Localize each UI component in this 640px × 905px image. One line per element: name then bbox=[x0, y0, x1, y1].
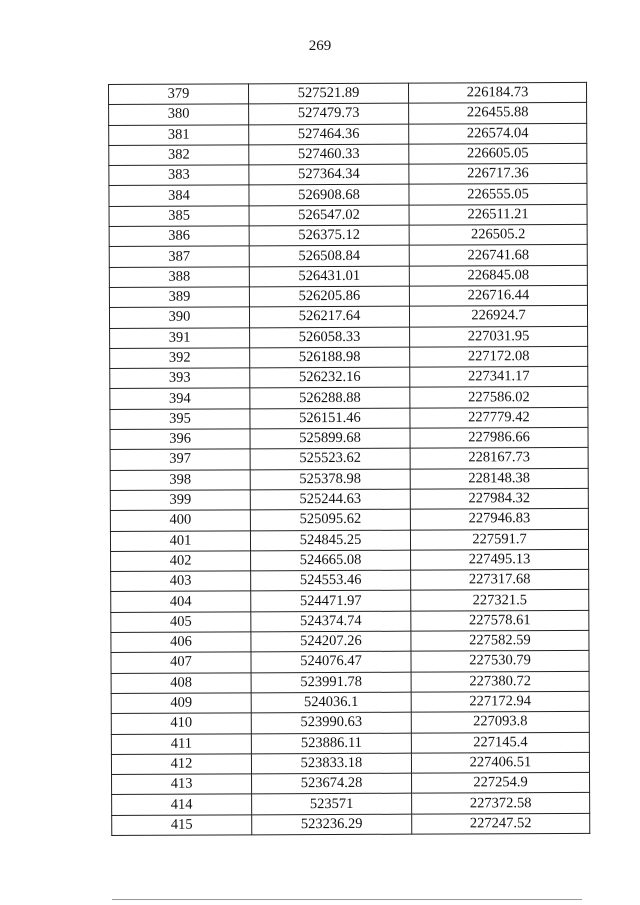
x-coordinate-cell: 527479.73 bbox=[249, 103, 409, 124]
y-coordinate-cell: 227530.79 bbox=[411, 651, 589, 672]
x-coordinate-cell: 523886.11 bbox=[251, 733, 411, 754]
y-coordinate-cell: 226574.04 bbox=[409, 123, 587, 144]
table-row bbox=[111, 610, 589, 632]
y-coordinate-cell: 227254.9 bbox=[412, 772, 590, 793]
table-row bbox=[109, 164, 587, 186]
point-number-cell: 407 bbox=[111, 652, 251, 673]
point-number-cell: 394 bbox=[110, 388, 250, 409]
y-coordinate-cell: 227093.8 bbox=[411, 712, 589, 733]
point-number-cell: 415 bbox=[112, 815, 252, 836]
x-coordinate-cell: 524374.74 bbox=[251, 611, 411, 632]
table-row bbox=[111, 570, 589, 592]
x-coordinate-cell: 527521.89 bbox=[249, 83, 409, 104]
table-row bbox=[111, 671, 589, 693]
point-number-cell: 389 bbox=[109, 287, 249, 308]
point-number-cell: 379 bbox=[109, 84, 249, 105]
table-row bbox=[109, 245, 587, 267]
point-number-cell: 405 bbox=[111, 612, 251, 633]
table-row bbox=[109, 224, 587, 246]
x-coordinate-cell: 523833.18 bbox=[251, 753, 411, 774]
point-number-cell: 411 bbox=[111, 733, 251, 754]
x-coordinate-cell: 527460.33 bbox=[249, 144, 409, 165]
point-number-cell: 397 bbox=[110, 449, 250, 470]
y-coordinate-cell: 227586.02 bbox=[410, 387, 588, 408]
table-row bbox=[109, 285, 587, 307]
point-number-cell: 403 bbox=[111, 571, 251, 592]
table-row bbox=[109, 82, 587, 104]
y-coordinate-cell: 226716.44 bbox=[409, 285, 587, 306]
table-row bbox=[110, 367, 588, 389]
y-coordinate-cell: 226505.2 bbox=[409, 224, 587, 245]
table-row bbox=[110, 427, 588, 449]
point-number-cell: 414 bbox=[112, 794, 252, 815]
table-row bbox=[109, 103, 587, 125]
table-row bbox=[111, 549, 589, 571]
table-row bbox=[112, 793, 590, 815]
table-row bbox=[109, 123, 587, 145]
point-number-cell: 395 bbox=[110, 409, 250, 430]
y-coordinate-cell: 227145.4 bbox=[411, 732, 589, 753]
point-number-cell: 408 bbox=[111, 672, 251, 693]
y-coordinate-cell: 227779.42 bbox=[410, 407, 588, 428]
y-coordinate-cell: 227591.7 bbox=[410, 529, 588, 550]
x-coordinate-cell: 526288.88 bbox=[250, 388, 410, 409]
x-coordinate-cell: 525523.62 bbox=[250, 449, 410, 470]
y-coordinate-cell: 226741.68 bbox=[409, 245, 587, 266]
x-coordinate-cell: 526217.64 bbox=[249, 306, 409, 327]
point-number-cell: 410 bbox=[111, 713, 251, 734]
x-coordinate-cell: 525899.68 bbox=[250, 428, 410, 449]
x-coordinate-cell: 527364.34 bbox=[249, 164, 409, 185]
y-coordinate-cell: 226605.05 bbox=[409, 143, 587, 164]
point-number-cell: 393 bbox=[110, 368, 250, 389]
y-coordinate-cell: 227380.72 bbox=[411, 671, 589, 692]
x-coordinate-cell: 526188.98 bbox=[250, 347, 410, 368]
y-coordinate-cell: 227495.13 bbox=[411, 549, 589, 570]
table-row bbox=[109, 143, 587, 165]
bottom-scan-edge bbox=[112, 899, 582, 900]
coordinates-table-body bbox=[109, 82, 590, 835]
x-coordinate-cell: 524553.46 bbox=[251, 570, 411, 591]
y-coordinate-cell: 227986.66 bbox=[410, 427, 588, 448]
table-row bbox=[109, 204, 587, 226]
x-coordinate-cell: 523991.78 bbox=[251, 672, 411, 693]
point-number-cell: 402 bbox=[111, 551, 251, 572]
table-row bbox=[111, 712, 589, 734]
table-row bbox=[109, 306, 587, 328]
table-row bbox=[110, 468, 588, 490]
table-row bbox=[110, 529, 588, 551]
table-row bbox=[110, 346, 588, 368]
x-coordinate-cell: 527464.36 bbox=[249, 124, 409, 145]
x-coordinate-cell: 524845.25 bbox=[250, 530, 410, 551]
table-row bbox=[110, 488, 588, 510]
point-number-cell: 388 bbox=[109, 267, 249, 288]
point-number-cell: 399 bbox=[110, 490, 250, 511]
table-row bbox=[111, 732, 589, 754]
coordinates-table-wrapper bbox=[108, 82, 589, 836]
table-row bbox=[109, 265, 587, 287]
table-row bbox=[112, 813, 590, 835]
x-coordinate-cell: 523674.28 bbox=[252, 773, 412, 794]
point-number-cell: 404 bbox=[111, 591, 251, 612]
point-number-cell: 386 bbox=[109, 226, 249, 247]
point-number-cell: 387 bbox=[109, 246, 249, 267]
y-coordinate-cell: 227984.32 bbox=[410, 488, 588, 509]
table-row bbox=[111, 630, 589, 652]
table-row bbox=[112, 772, 590, 794]
point-number-cell: 391 bbox=[110, 327, 250, 348]
y-coordinate-cell: 226511.21 bbox=[409, 204, 587, 225]
x-coordinate-cell: 526547.02 bbox=[249, 205, 409, 226]
y-coordinate-cell: 227172.08 bbox=[410, 346, 588, 367]
y-coordinate-cell: 227582.59 bbox=[411, 630, 589, 651]
y-coordinate-cell: 226184.73 bbox=[408, 82, 586, 103]
point-number-cell: 382 bbox=[109, 145, 249, 166]
table-row bbox=[111, 752, 589, 774]
y-coordinate-cell: 227406.51 bbox=[411, 752, 589, 773]
point-number-cell: 384 bbox=[109, 185, 249, 206]
y-coordinate-cell: 226455.88 bbox=[409, 103, 587, 124]
x-coordinate-cell: 525095.62 bbox=[250, 509, 410, 530]
point-number-cell: 392 bbox=[110, 348, 250, 369]
y-coordinate-cell: 226845.08 bbox=[409, 265, 587, 286]
x-coordinate-cell: 524036.1 bbox=[251, 692, 411, 713]
point-number-cell: 406 bbox=[111, 632, 251, 653]
point-number-cell: 390 bbox=[109, 307, 249, 328]
point-number-cell: 380 bbox=[109, 104, 249, 125]
page-number: 269 bbox=[308, 38, 332, 54]
x-coordinate-cell: 525244.63 bbox=[250, 489, 410, 510]
x-coordinate-cell: 523990.63 bbox=[251, 712, 411, 733]
point-number-cell: 409 bbox=[111, 693, 251, 714]
table-row bbox=[110, 509, 588, 531]
point-number-cell: 385 bbox=[109, 206, 249, 227]
x-coordinate-cell: 526908.68 bbox=[249, 185, 409, 206]
x-coordinate-cell: 524076.47 bbox=[251, 651, 411, 672]
y-coordinate-cell: 227247.52 bbox=[412, 813, 590, 834]
table-row bbox=[111, 651, 589, 673]
point-number-cell: 381 bbox=[109, 124, 249, 145]
point-number-cell: 400 bbox=[110, 510, 250, 531]
table-row bbox=[110, 387, 588, 409]
y-coordinate-cell: 227172.94 bbox=[411, 691, 589, 712]
x-coordinate-cell: 526205.86 bbox=[249, 286, 409, 307]
point-number-cell: 413 bbox=[112, 774, 252, 795]
x-coordinate-cell: 526232.16 bbox=[250, 367, 410, 388]
y-coordinate-cell: 228148.38 bbox=[410, 468, 588, 489]
table-row bbox=[110, 407, 588, 429]
table-row bbox=[111, 590, 589, 612]
y-coordinate-cell: 226555.05 bbox=[409, 184, 587, 205]
point-number-cell: 396 bbox=[110, 429, 250, 450]
table-row bbox=[109, 184, 587, 206]
x-coordinate-cell: 524665.08 bbox=[251, 550, 411, 571]
x-coordinate-cell: 523571 bbox=[252, 794, 412, 815]
coordinates-table bbox=[108, 82, 590, 836]
y-coordinate-cell: 227372.58 bbox=[412, 793, 590, 814]
y-coordinate-cell: 227341.17 bbox=[410, 367, 588, 388]
y-coordinate-cell: 227946.83 bbox=[410, 509, 588, 530]
point-number-cell: 412 bbox=[111, 754, 251, 775]
point-number-cell: 398 bbox=[110, 470, 250, 491]
point-number-cell: 383 bbox=[109, 165, 249, 186]
x-coordinate-cell: 524471.97 bbox=[251, 591, 411, 612]
x-coordinate-cell: 523236.29 bbox=[252, 814, 412, 835]
y-coordinate-cell: 227317.68 bbox=[411, 570, 589, 591]
x-coordinate-cell: 526375.12 bbox=[249, 225, 409, 246]
point-number-cell: 401 bbox=[110, 530, 250, 551]
y-coordinate-cell: 227321.5 bbox=[411, 590, 589, 611]
x-coordinate-cell: 526151.46 bbox=[250, 408, 410, 429]
y-coordinate-cell: 228167.73 bbox=[410, 448, 588, 469]
y-coordinate-cell: 227031.95 bbox=[410, 326, 588, 347]
y-coordinate-cell: 227578.61 bbox=[411, 610, 589, 631]
table-row bbox=[111, 691, 589, 713]
x-coordinate-cell: 526431.01 bbox=[249, 266, 409, 287]
x-coordinate-cell: 524207.26 bbox=[251, 631, 411, 652]
x-coordinate-cell: 526508.84 bbox=[249, 246, 409, 267]
y-coordinate-cell: 226717.36 bbox=[409, 164, 587, 185]
x-coordinate-cell: 526058.33 bbox=[250, 327, 410, 348]
y-coordinate-cell: 226924.7 bbox=[409, 306, 587, 327]
x-coordinate-cell: 525378.98 bbox=[250, 469, 410, 490]
table-row bbox=[110, 448, 588, 470]
table-row bbox=[110, 326, 588, 348]
